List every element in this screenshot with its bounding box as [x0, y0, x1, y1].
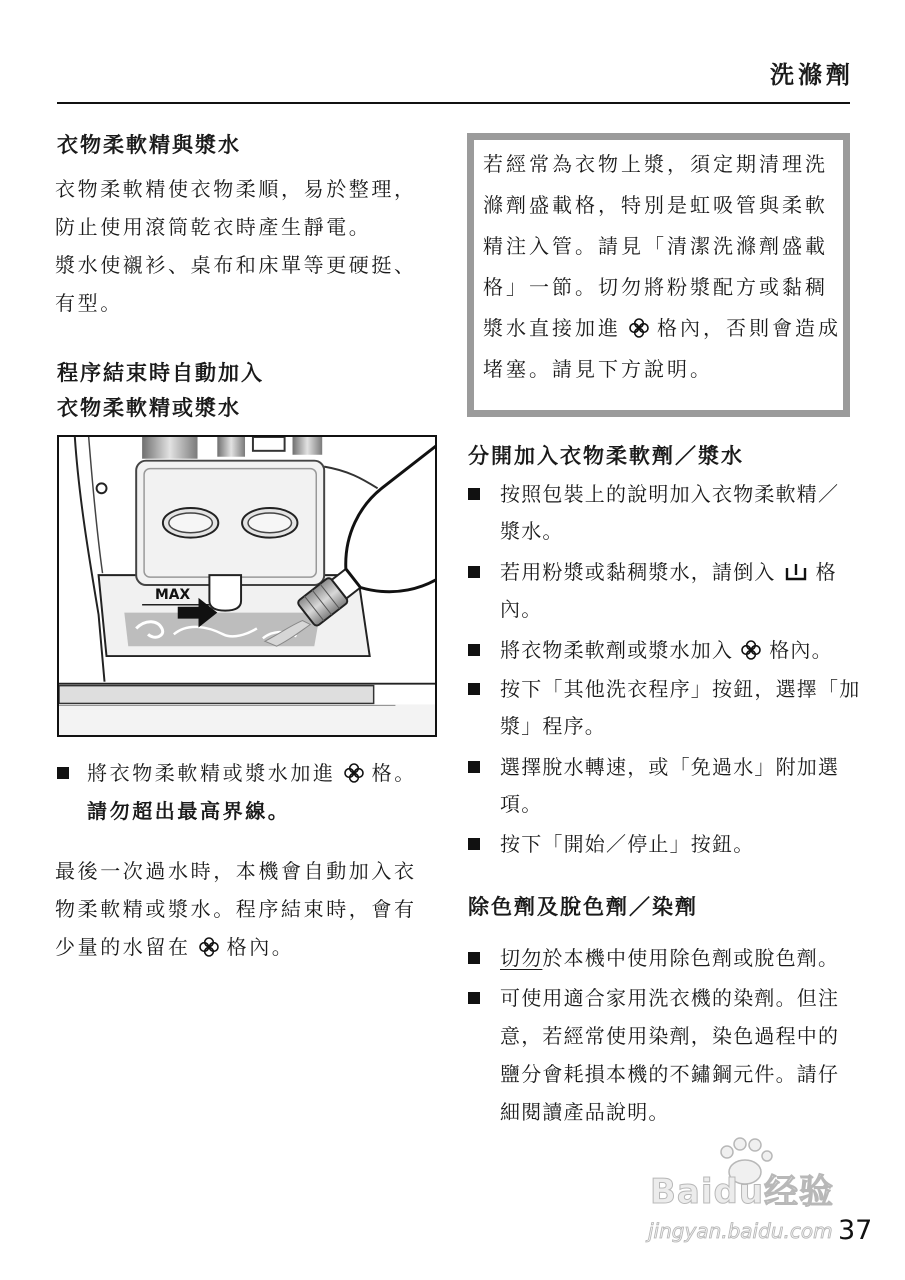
washer-body: [59, 684, 435, 735]
item-text-after-icon: 格內。: [769, 638, 833, 662]
bleach-dye-heading: 除色劑及脫色劑／染劑: [468, 895, 698, 919]
header-rule: [57, 102, 850, 104]
bullet-text-after-icon: 格。: [371, 761, 417, 785]
bullet-text-before-icon: 將衣物柔軟精或漿水加進: [87, 761, 336, 785]
item-text-before-icon: 若用粉漿或黏稠漿水，請倒入: [500, 560, 776, 584]
black-square-icon: [468, 838, 480, 850]
bullet-text: [500, 671, 860, 745]
slot-oval-left: [163, 508, 218, 538]
page-number: 37: [838, 1215, 873, 1246]
black-square-icon: [468, 761, 480, 773]
max-label: MAX: [154, 586, 191, 603]
note-text-after-icon: 格內。: [226, 935, 295, 959]
black-square-icon: [57, 767, 69, 779]
text-line: 選擇脫水轉速，或「免過水」附加選: [500, 755, 840, 779]
text-line: 若經常為衣物上漿，須定期清理洗: [483, 152, 828, 176]
bullet-text: [500, 632, 833, 669]
item-text: 於本機中使用除色劑或脫色劑。: [542, 946, 840, 970]
note-text-before-icon: 少量的水留在: [55, 935, 191, 959]
bullet-text: [500, 749, 839, 823]
bleach-dye-item-2: [468, 979, 839, 1131]
text-line: 鹽分會耗損本機的不鏽鋼元件。請仔: [500, 1062, 840, 1086]
text-line: 按下「其他洗衣程序」按鈕，選擇「加: [500, 677, 861, 701]
separate-add-item-2: [468, 554, 837, 628]
text-line: 有型。: [55, 291, 123, 315]
page-title: 洗滌劑: [770, 61, 854, 89]
separate-add-item-4: [468, 671, 860, 745]
text-line: 衣物柔軟精使衣物柔順，易於整理，: [55, 177, 417, 201]
text-line: 漿」程序。: [500, 714, 606, 738]
box-text-before-icon: 漿水直接加進: [483, 316, 621, 340]
text-line: 格」一節。切勿將粉漿配方或黏稠: [483, 275, 828, 299]
auto-add-bullet: [57, 754, 437, 830]
watermark-logo: Baidu经验: [650, 1172, 835, 1212]
bullet-text: [500, 979, 839, 1131]
softener-paragraph: [55, 170, 417, 322]
separate-add-item-3: [468, 632, 833, 669]
separate-add-item-1: [468, 476, 839, 550]
watermark-url: jingyan.baidu.com: [648, 1219, 833, 1243]
text-line: [87, 754, 437, 792]
heading-line: 衣物柔軟精或漿水: [57, 396, 241, 420]
starch-cup-icon: [784, 562, 808, 582]
black-square-icon: [468, 992, 480, 1004]
black-square-icon: [468, 566, 480, 578]
text-line: 堵塞。請見下方說明。: [483, 357, 713, 381]
bullet-text: [500, 826, 754, 863]
softener-heading: 衣物柔軟精與漿水: [57, 133, 241, 157]
text-line: [500, 554, 837, 591]
black-square-icon: [468, 683, 480, 695]
bullet-text: [500, 939, 839, 977]
separate-add-heading: 分開加入衣物柔軟劑／漿水: [468, 444, 744, 468]
text-line: 按照包裝上的說明加入衣物柔軟精／: [500, 482, 840, 506]
text-line: [483, 308, 841, 349]
text-line: 可使用適合家用洗衣機的染劑。但注: [500, 986, 840, 1010]
item-text-before-icon: 將衣物柔軟劑或漿水加入: [500, 638, 734, 662]
frame-hole: [97, 483, 107, 493]
flower-icon: [199, 937, 219, 957]
inlet-pipes: [142, 437, 322, 459]
text-line: 物柔軟精或漿水。程序結束時，會有: [55, 897, 417, 921]
emphasis-text: 切勿: [500, 946, 543, 970]
drawer-illustration: [57, 435, 437, 737]
auto-add-note: [55, 852, 417, 966]
text-line: 內。: [500, 597, 543, 621]
text-line: 漿水使襯衫、桌布和床單等更硬挺、: [55, 253, 417, 277]
text-line: [500, 939, 839, 977]
slot-oval-right: [242, 508, 297, 538]
item-text-after-icon: 格: [815, 560, 837, 584]
bullet-text: [500, 554, 837, 628]
bullet-text: [87, 754, 437, 830]
text-line: 按下「開始／停止」按鈕。: [500, 832, 755, 856]
text-line: [55, 928, 417, 966]
notice-box-text: [483, 144, 841, 390]
drawer-illustration-svg: [59, 437, 435, 735]
siphon-tube: [209, 575, 241, 611]
separate-add-item-5: [468, 749, 839, 823]
dispenser-lid: [136, 461, 324, 585]
text-line: 細閱讀產品說明。: [500, 1100, 670, 1124]
flower-icon: [629, 318, 649, 338]
text-line: 漿水。: [500, 519, 564, 543]
separate-add-item-6: [468, 826, 754, 863]
bullet-text: [500, 476, 839, 550]
bleach-dye-item-1: [468, 939, 839, 977]
black-square-icon: [468, 644, 480, 656]
text-line: 滌劑盛載格，特別是虹吸管與柔軟: [483, 193, 828, 217]
black-square-icon: [468, 488, 480, 500]
text-line: [500, 632, 833, 669]
flower-icon: [344, 763, 364, 783]
max-line-warning: 請勿超出最高界線。: [87, 799, 291, 823]
black-square-icon: [468, 952, 480, 964]
text-line: 項。: [500, 792, 543, 816]
heading-line: 程序結束時自動加入: [57, 361, 264, 385]
text-line: 防止使用滾筒乾衣時產生靜電。: [55, 215, 372, 239]
auto-add-heading: [57, 356, 264, 426]
text-line: 最後一次過水時，本機會自動加入衣: [55, 859, 417, 883]
text-line: 精注入管。請見「清潔洗滌劑盛載: [483, 234, 828, 258]
flower-icon: [741, 640, 761, 660]
text-line: 意，若經常使用染劑，染色過程中的: [500, 1024, 840, 1048]
box-text-after-icon: 格內，否則會造成: [657, 316, 841, 340]
